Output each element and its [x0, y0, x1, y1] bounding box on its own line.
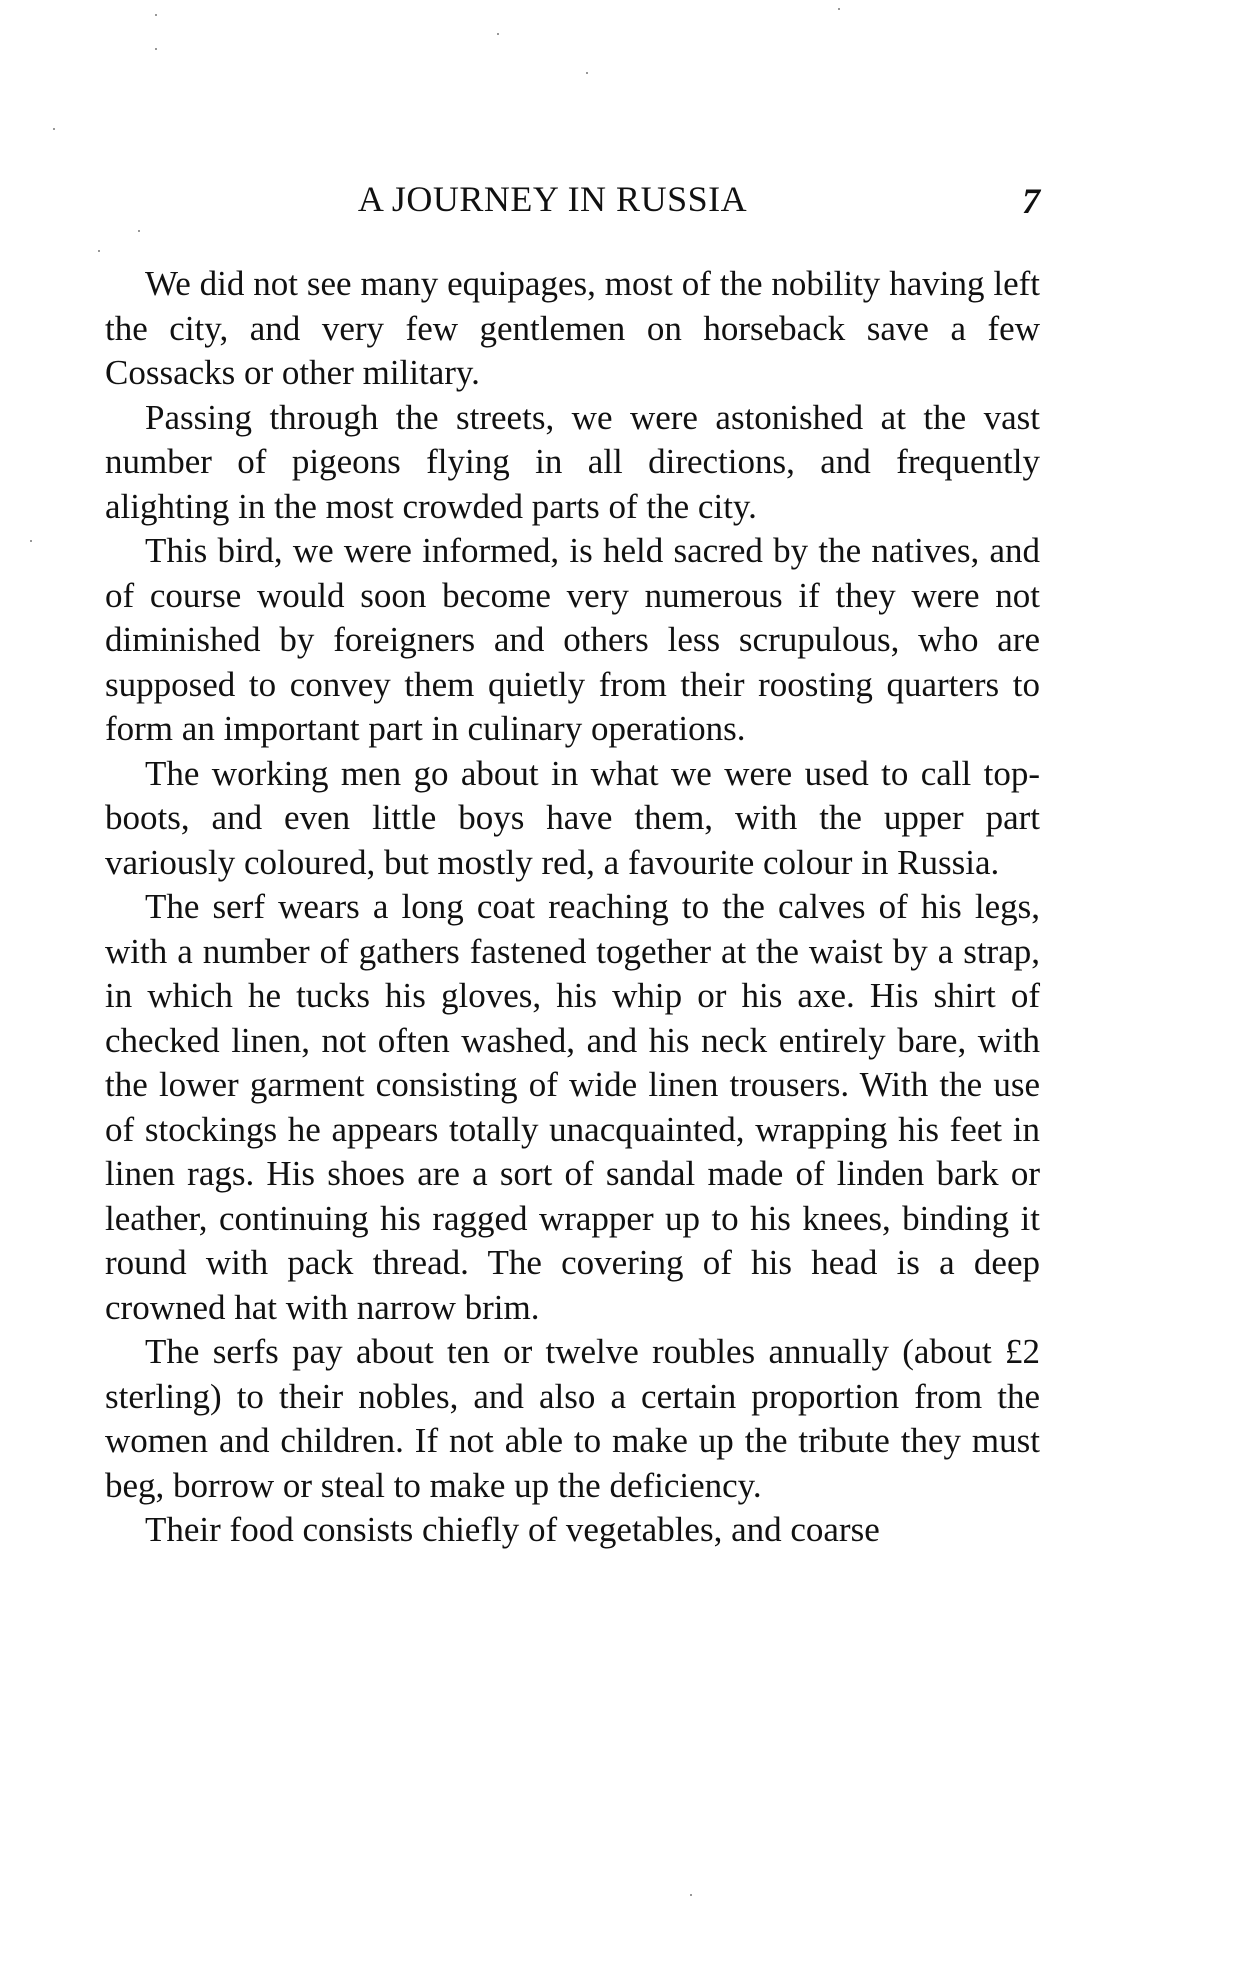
paragraph: Their food consists chiefly of vegetables, and coarse — [145, 1510, 880, 1549]
running-header — [105, 178, 1040, 228]
paragraph: The working men go about in what we were used to call top-boots, and even little boys have them, with the upper part variously coloured, but mostly red, a favourite colour in Russia. — [105, 753, 1040, 882]
scan-speck — [690, 1894, 692, 1896]
scan-speck — [53, 128, 55, 130]
paragraph: The serfs pay about ten or twelve roubles annually (about £2 sterling) to their nobles, and also a certain proportion from the women and children. If not able to make up the tribute they must beg, borrow or steal to make up the deficiency. — [105, 1332, 1040, 1505]
paragraph: We did not see many equipages, most of the nobility having left the city, and very few gentlemen on horseback save a few Cossacks or other military. — [105, 264, 1040, 392]
body-text — [105, 262, 1040, 1553]
scan-speck — [155, 14, 157, 16]
scan-speck — [155, 48, 157, 50]
paragraph: This bird, we were informed, is held sacred by the natives, and of course would soon become very numerous if they were not diminished by foreigners and others less scrupulous, who are supposed to convey them quietly from their roosting quarters to form an important part in culinary operations. — [105, 531, 1040, 748]
scan-speck — [838, 8, 840, 10]
paragraph: Passing through the streets, we were astonished at the vast number of pigeons flying in all directions, and frequently alighting in the most crowded parts of the city. — [105, 397, 1040, 526]
scan-speck — [586, 72, 588, 74]
scan-speck — [30, 540, 32, 542]
scan-speck — [98, 250, 100, 252]
page-number: 7 — [1022, 181, 1040, 221]
scan-speck — [497, 33, 499, 35]
running-title: A JOURNEY IN RUSSIA — [357, 179, 748, 219]
paragraph: The serf wears a long coat reaching to the calves of his legs, with a number of gathers fastened together at the waist by a strap, in which he tucks his gloves, his whip or his axe. His shirt of checked linen, not often washed, and his neck entirely bare, with the lower garment consisting of wide linen trousers. With the use of stockings he appears totally unacquainted, wrapping his feet in linen rags. His shoes are a sort of sandal made of linden bark or leather, continuing his ragged wrapper up to his knees, binding it round with pack thread. The covering of his head is a deep crowned hat with narrow brim. — [105, 887, 1040, 1327]
scan-speck — [138, 230, 140, 232]
